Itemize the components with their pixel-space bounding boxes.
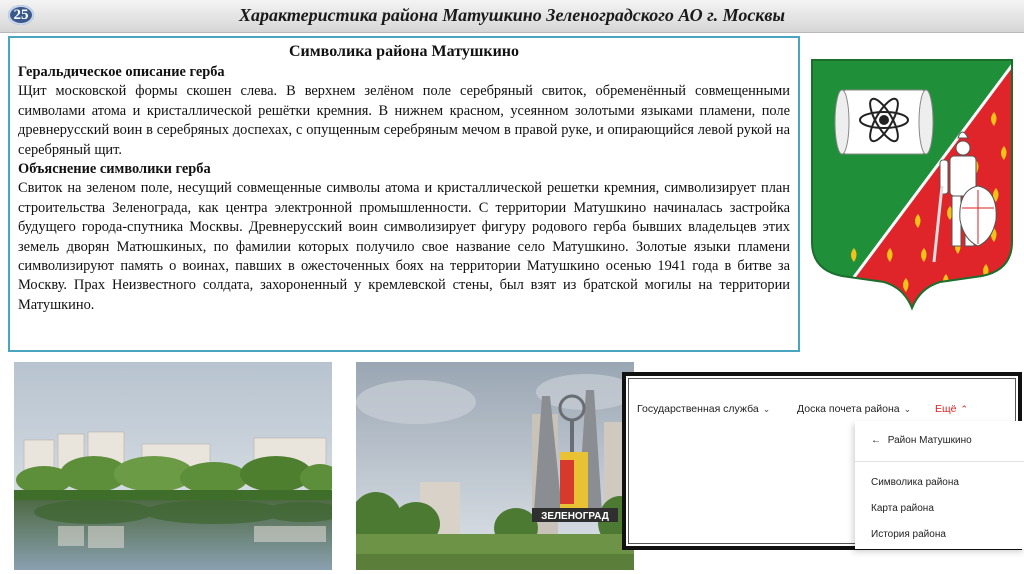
zelenograd-monument-photo — [356, 362, 634, 570]
symbolism-text-box — [8, 36, 800, 352]
lake-photo — [14, 362, 332, 570]
page-title: Характеристика района Матушкино Зеленоградского АО г. Москвы — [239, 5, 785, 25]
explanation-text: Свиток на зеленом поле, несущий совмещенные символы атома и кристаллической решетки кремния, символизирует план строительства Зеленограда, как центра электронной промышленности. С территории Матушкино начиналась застройка будущего города-спутника Москвы. Древнерусский воин символизирует фигуру родового герба бывших владельцев этих земель дворян Матюшкиных, по фамилии которых получило свое название село Матушкино. Золотые языки пламени символизируют память о воинах, павших в ожесточенных боях на территории Матушкино осенью 1941 года в битве за Москву. Прах Неизвестного солдата, захороненный у кремлевской стены, был взят из братской могилы на территории Матушкино. — [18, 180, 790, 313]
nav-more-label: Ещё — [935, 403, 957, 415]
box-title: Символика района Матушкино — [289, 43, 519, 60]
heraldic-heading: Геральдическое описание герба — [18, 64, 225, 80]
menu-panel — [628, 378, 1016, 544]
back-to-district-link[interactable] — [871, 435, 972, 446]
coat-scroll — [835, 90, 933, 154]
monument-sign: ЗЕЛЕНОГРАД — [541, 511, 609, 522]
chevron-down-icon: ⌄ — [762, 404, 771, 414]
nav-gov-service-label: Государственная служба — [637, 403, 759, 415]
website-menu-screenshot — [622, 372, 1022, 550]
coat-of-arms-image — [808, 56, 1016, 312]
heraldic-text: Щит московской формы скошен слева. В верхнем зелёном поле серебряный свиток, обременённый совмещенными символами атома и кристаллической решётки кремния. В нижнем красном, усеянном золотыми языками пламени, поле древнерусский воин в серебряных доспехах, с опущенным серебряным мечом в правой руке, и опирающийся левой рукой на серебряный щит. — [18, 83, 790, 158]
slide-number-badge: 25 — [8, 5, 34, 25]
nav-honor-board-label: Доска почета района — [797, 403, 900, 415]
dropdown-item-map[interactable]: Карта района — [871, 503, 934, 514]
nav-gov-service[interactable] — [637, 403, 770, 415]
more-dropdown — [855, 421, 1024, 549]
nav-honor-board[interactable] — [797, 403, 911, 415]
explanation-heading: Объяснение символики герба — [18, 161, 211, 178]
dropdown-item-history[interactable]: История района — [871, 529, 946, 540]
chevron-up-icon: ⌃ — [960, 404, 969, 414]
header-bar — [0, 0, 1024, 33]
back-to-district-label: Район Матушкино — [887, 435, 972, 446]
chevron-down-icon: ⌄ — [903, 404, 912, 414]
nav-more[interactable] — [935, 403, 968, 415]
arrow-left-icon: ← — [871, 435, 881, 446]
dropdown-item-symbolics[interactable]: Символика района — [871, 477, 959, 488]
dropdown-divider — [855, 461, 1024, 462]
